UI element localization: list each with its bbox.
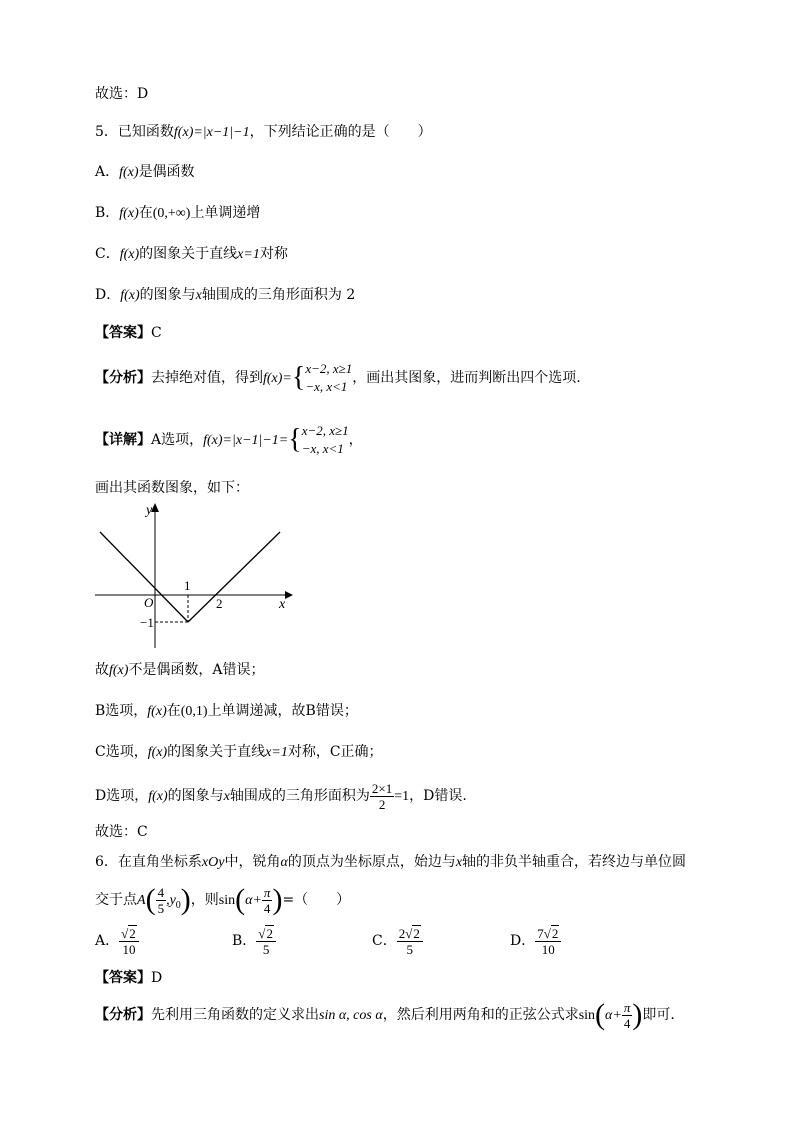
q5-detail: 【详解】A选项，f(x)=|x−1|−1={ x−2, x≥1 −x, x<1 ，	[95, 423, 363, 456]
q5-number: 5．	[95, 124, 118, 140]
q5-option-b: B．f(x)在(0,+∞)上单调递增	[95, 205, 261, 221]
q5-option-d: D．f(x)的图象与x轴围成的三角形面积为 2	[95, 287, 356, 303]
q6-stem-line1: 6．在直角坐标系xOy中，锐角α的顶点为坐标原点，始边与x轴的非负半轴重合，若终边与单位圆	[95, 854, 687, 870]
q6-option-c: C． $\frac{2√2}{5}$	[372, 925, 423, 957]
q5-draw-text: 画出其函数图象，如下：	[95, 480, 249, 496]
function-graph	[90, 500, 300, 650]
q5-conc-b: B选项，f(x)在(0,1)上单调递减，故B错误；	[95, 703, 358, 719]
q5-final: 故选：C	[95, 824, 148, 840]
q6-analysis: 【分析】先利用三角函数的定义求出sin α, cos α，然后利用两角和的正弦公式求sin(α+ $\frac{\pi}{4}$ )即可.	[95, 998, 675, 1031]
q5-conc-d: D选项，f(x)的图象与x轴围成的三角形面积为 $\frac{2\times 1}{2}$ =1，D错误.	[95, 780, 467, 812]
origin-label: O	[144, 595, 154, 610]
x-axis-arrow	[285, 591, 293, 599]
right-branch	[188, 532, 280, 622]
q5-analysis: 【分析】去掉绝对值，得到f(x)={ x−2, x≥1 −x, x<1 ，画出其图象，进而判断出四个选项.	[95, 361, 581, 394]
y-label: y	[146, 503, 153, 518]
q5-stem-post: ，下列结论正确的是（ ）	[249, 124, 432, 140]
q5-option-c: C．f(x)的图象关于直线x=1对称	[95, 246, 288, 262]
q5-stem-pre: 已知函数	[117, 124, 174, 140]
tick-neg1-label: −1	[140, 615, 154, 630]
q5-conc-c: C选项，f(x)的图象关于直线x=1对称，C正确；	[95, 744, 383, 760]
x-label: x	[279, 597, 286, 612]
prev-answer: 故选：D	[95, 86, 149, 102]
q6-option-a: A． $\frac{√2}{10}$	[95, 925, 139, 957]
q5-conc-a: 故f(x)不是偶函数，A错误；	[95, 662, 265, 678]
q6-answer: 【答案】D	[95, 970, 163, 986]
tick-1-label: 1	[184, 578, 191, 593]
q5-option-a: A．f(x)是偶函数	[95, 164, 195, 180]
q6-option-b: B． $\frac{√2}{5}$	[232, 925, 276, 957]
q6-option-d: D． $\frac{7√2}{10}$	[510, 925, 561, 957]
q6-stem-line2: 交于点A( $\frac{4}{5}$ $,y_0$)，则sin(α+ $\frac{\pi}{4}$ )=（ ）	[95, 883, 351, 916]
q5-stem	[95, 122, 432, 143]
q5-answer: 【答案】C	[95, 325, 162, 341]
tick-2-label: 2	[216, 596, 223, 611]
answer-tag: 【答案】	[95, 325, 151, 341]
q5-func: f(x)=|x−1|−1	[173, 125, 250, 140]
